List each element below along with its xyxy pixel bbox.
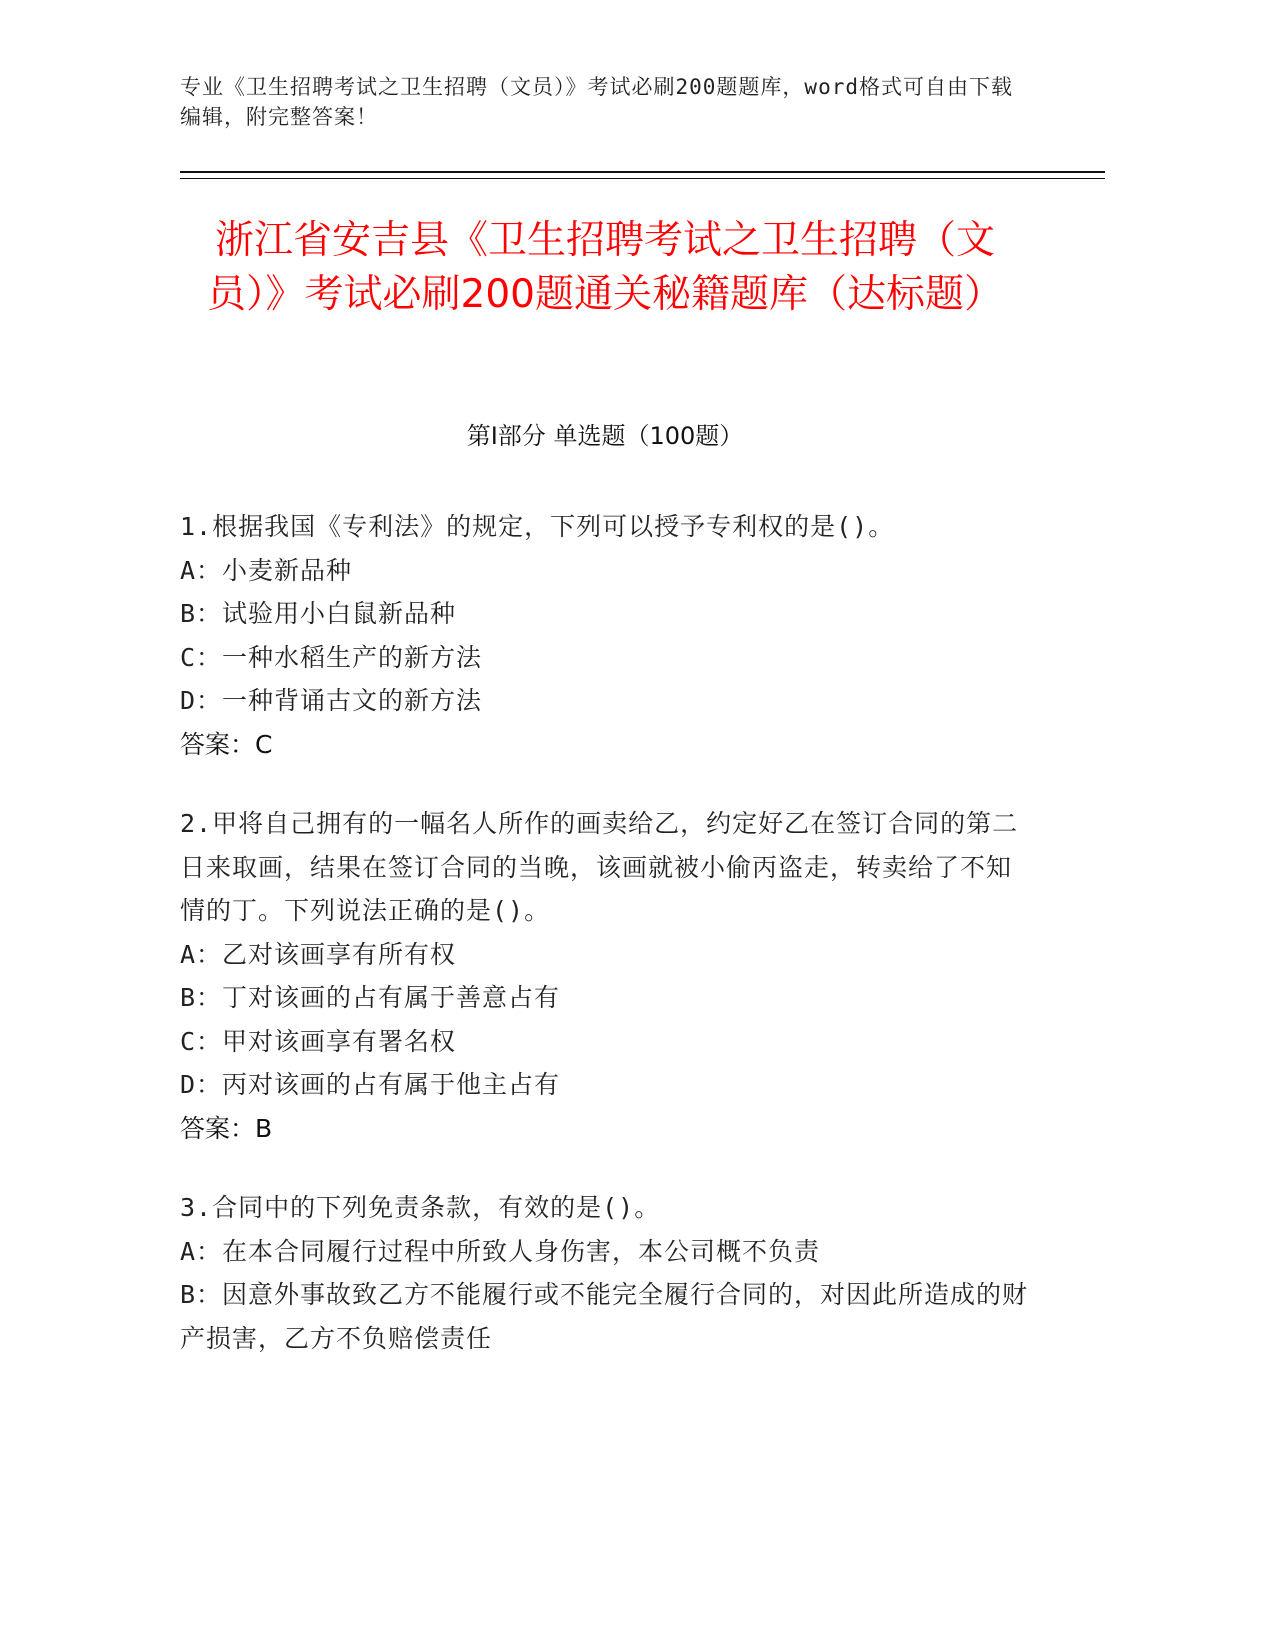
- option-a: A：乙对该画享有所有权: [180, 939, 457, 969]
- option-b: B：因意外事故致乙方不能履行或不能完全履行合同的，对因此所造成的财产损害，乙方不负赔偿责任: [180, 1280, 1029, 1353]
- question-stem: 3.合同中的下列免责条款，有效的是()。: [180, 1193, 661, 1222]
- option-c: C：甲对该画享有署名权: [180, 1026, 457, 1056]
- option-b: B：试验用小白鼠新品种: [180, 599, 457, 628]
- section-title: 第Ⅰ部分 单选题（100题）: [466, 422, 744, 450]
- question-stem: 1.根据我国《专利法》的规定，下列可以授予专利权的是()。: [180, 512, 895, 541]
- question-3: [180, 1186, 1030, 1360]
- answer: 答案：B: [180, 1113, 273, 1143]
- option-a: A：小麦新品种: [180, 555, 353, 585]
- question-list: [180, 505, 1030, 1396]
- header-rule-thick: [180, 171, 1105, 173]
- question-1: [180, 505, 1030, 766]
- option-d: D：丙对该画的占有属于他主占有: [180, 1070, 561, 1099]
- option-d: D：一种背诵古文的新方法: [180, 686, 483, 715]
- header-note: 专业《卫生招聘考试之卫生招聘（文员）》考试必刷200题题库，word格式可自由下载编辑，附完整答案！: [180, 75, 1013, 129]
- document-title: 浙江省安吉县《卫生招聘考试之卫生招聘（文员）》考试必刷200题通关秘籍题库（达标题）: [207, 218, 1003, 317]
- question-stem: 2.甲将自己拥有的一幅名人所作的画卖给乙，约定好乙在签订合同的第二日来取画，结果在签订合同的当晚，该画就被小偷丙盗走，转卖给了不知情的丁。下列说法正确的是()。: [180, 809, 1019, 925]
- option-a: A：在本合同履行过程中所致人身伤害，本公司概不负责: [180, 1236, 821, 1266]
- question-2: [180, 802, 1030, 1150]
- answer: 答案：C: [180, 729, 273, 759]
- header-rule-thin: [180, 178, 1105, 179]
- option-c: C：一种水稻生产的新方法: [180, 642, 483, 672]
- option-b: B：丁对该画的占有属于善意占有: [180, 983, 561, 1012]
